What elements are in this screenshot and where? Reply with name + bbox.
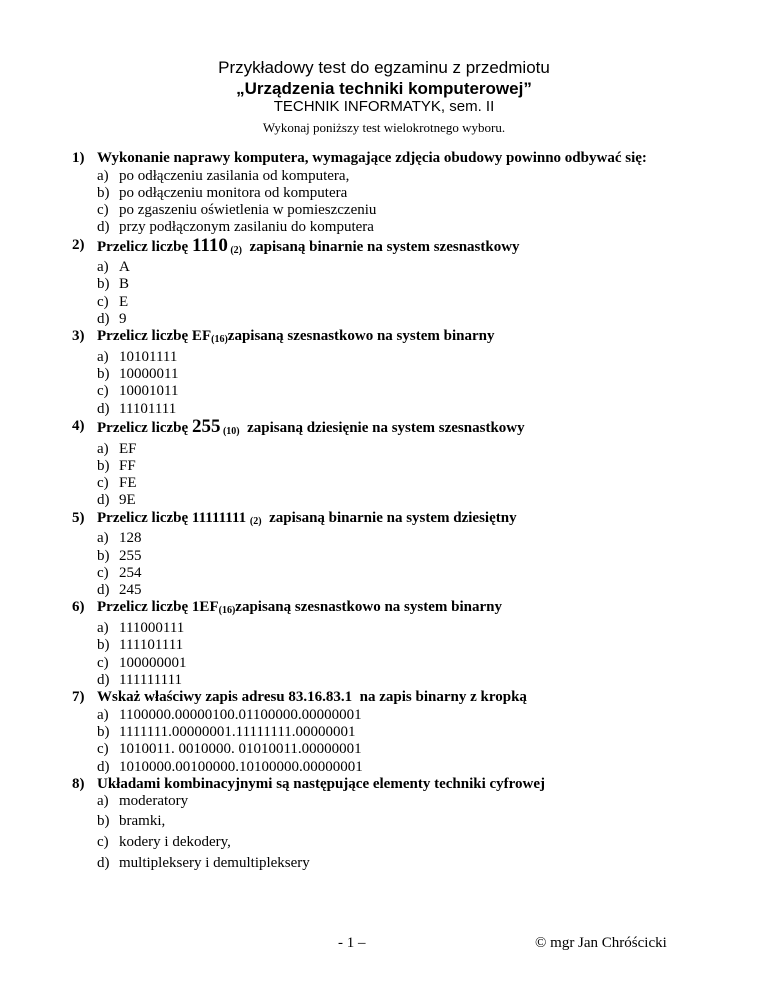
question-number-value: 1110 (191, 234, 228, 256)
option-letter: d) (97, 671, 110, 688)
option-text: multipleksery i demultipleksery (119, 854, 310, 871)
option-letter: c) (97, 833, 109, 850)
option-text: FE (119, 475, 137, 492)
question-number: 2) (72, 236, 85, 253)
question-4 (72, 418, 692, 510)
number-base: (10) (220, 426, 240, 438)
option-text: po odłączeniu monitora od komputera (119, 184, 348, 201)
question-text (97, 599, 692, 620)
option-text: 245 (119, 582, 142, 599)
question-number: 3) (72, 328, 85, 345)
option-letter: d) (97, 854, 110, 871)
answer-option (97, 565, 692, 582)
option-text: 111101111 (119, 637, 184, 654)
question-text-pre: Przelicz liczbę (97, 238, 192, 255)
question-6 (72, 599, 692, 689)
option-letter: a) (97, 793, 109, 810)
option-text: 255 (119, 547, 142, 564)
question-7 (72, 689, 692, 776)
answer-option (97, 530, 692, 547)
option-letter: a) (97, 619, 109, 636)
option-letter: c) (97, 475, 109, 492)
question-number: 4) (72, 418, 85, 435)
option-text: 10000011 (119, 366, 179, 383)
number-base: (16) (218, 605, 236, 617)
option-letter: c) (97, 293, 109, 310)
question-8 (72, 776, 692, 874)
option-text: 254 (119, 564, 142, 581)
option-text: B (119, 276, 130, 293)
option-letter: c) (97, 383, 109, 400)
question-text (97, 418, 692, 441)
question-text-pre: Przelicz liczbę EF (97, 328, 212, 345)
option-text: 10001011 (119, 383, 179, 400)
question-text (97, 328, 692, 349)
answer-option (97, 185, 692, 202)
option-letter: b) (97, 457, 110, 474)
question-text: Układami kombinacyjnymi są następujące elementy techniki cyfrowej (97, 775, 546, 792)
question-list (72, 150, 692, 874)
option-text: kodery i dekodery, (119, 833, 231, 850)
question-3 (72, 328, 692, 418)
option-letter: b) (97, 812, 110, 829)
option-letter: a) (97, 348, 109, 365)
question-text (97, 234, 692, 260)
number-base: (2) (227, 244, 243, 256)
answer-option (97, 492, 692, 509)
option-text: 1010000.00100000.10100000.00000001 (119, 758, 363, 775)
answer-option (97, 724, 692, 741)
question-number: 6) (72, 599, 85, 616)
question-text: Wykonanie naprawy komputera, wymagające zdjęcia obudowy powinno odbywać się: (97, 150, 647, 166)
header-instruction: Wykonaj poniższy test wielokrotnego wyboru. (262, 120, 506, 135)
answer-option (97, 311, 692, 328)
option-letter: d) (97, 758, 110, 775)
option-letter: d) (97, 492, 110, 509)
option-text: 111000111 (119, 619, 185, 636)
option-text: 1010011. 0010000. 01010011.00000001 (119, 741, 362, 758)
option-letter: c) (97, 202, 109, 219)
question-number: 5) (72, 509, 85, 526)
page-number: - 1 – (338, 935, 366, 951)
question-text-pre: Przelicz liczbę 11111111 (97, 509, 250, 526)
option-letter: c) (97, 654, 109, 671)
answer-option (97, 458, 692, 475)
option-text: po odłączeniu zasilania od komputera, (119, 167, 350, 184)
option-text: 10101111 (119, 348, 178, 365)
option-letter: d) (97, 582, 110, 599)
question-1 (72, 150, 692, 237)
option-text: 1100000.00000100.01100000.00000001 (119, 706, 362, 723)
option-letter: a) (97, 440, 109, 457)
answer-option (97, 637, 692, 654)
answer-option (97, 276, 692, 293)
option-letter: c) (97, 564, 109, 581)
question-text-post: zapisaną dziesięnie na system szesnastkowy (239, 420, 525, 437)
option-text: moderatory (119, 793, 189, 810)
answer-option (97, 401, 692, 418)
option-letter: a) (97, 167, 109, 184)
question-5 (72, 510, 692, 600)
author-credit: © mgr Jan Chróścicki (535, 935, 667, 951)
answer-option (97, 582, 692, 599)
question-number: 7) (72, 689, 85, 706)
answer-option (97, 548, 692, 565)
answer-option (97, 349, 692, 366)
question-text-pre: Przelicz liczbę (97, 420, 192, 437)
header-line-1: Przykładowy test do egzaminu z przedmiotu (218, 58, 550, 77)
option-letter: b) (97, 723, 110, 740)
answer-option (97, 672, 692, 689)
answer-option (97, 475, 692, 492)
question-text: Wskaż właściwy zapis adresu 83.16.83.1 na zapis binarny z kropką (97, 689, 527, 706)
question-number: 1) (72, 150, 85, 166)
question-text-pre: Przelicz liczbę 1EF (97, 599, 219, 616)
option-letter: b) (97, 637, 110, 654)
option-text: 100000001 (119, 654, 187, 671)
number-base: (16) (211, 334, 228, 346)
answer-option (97, 832, 692, 853)
option-letter: b) (97, 276, 110, 293)
option-text: 9 (119, 311, 127, 328)
answer-option (97, 655, 692, 672)
option-letter: b) (97, 366, 110, 383)
question-2 (72, 234, 692, 329)
question-text (97, 510, 692, 531)
answer-option (97, 202, 692, 219)
option-letter: c) (97, 741, 109, 758)
option-text: 11101111 (119, 400, 177, 417)
question-text-post: zapisaną binarnie na system szesnastkowy (242, 238, 520, 255)
option-letter: d) (97, 400, 110, 417)
option-text: 9E (119, 492, 136, 509)
option-text: 128 (119, 530, 142, 547)
answer-option (97, 219, 692, 236)
number-base: (2) (249, 515, 262, 527)
option-text: po zgaszeniu oświetlenia w pomieszczeniu (119, 202, 377, 219)
option-letter: d) (97, 219, 110, 236)
option-text: 111111111 (119, 671, 183, 688)
header-course: TECHNIK INFORMATYK, sem. II (273, 98, 495, 115)
answer-option (97, 811, 692, 832)
option-letter: a) (97, 530, 109, 547)
option-text: E (119, 293, 129, 310)
option-text: A (119, 259, 130, 276)
option-text: 1111111.00000001.11111111.00000001 (119, 723, 356, 740)
option-text: bramki, (119, 812, 166, 829)
answer-option (97, 383, 692, 400)
header-subject-title: „Urządzenia techniki komputerowej” (236, 79, 532, 98)
option-letter: b) (97, 184, 110, 201)
answer-option (97, 853, 692, 874)
question-number-value: 255 (191, 416, 221, 438)
option-letter: d) (97, 311, 110, 328)
question-text-post: zapisaną binarnie na system dziesiętny (261, 509, 517, 526)
option-letter: a) (97, 706, 109, 723)
answer-option (97, 441, 692, 458)
answer-option (97, 620, 692, 637)
option-letter: b) (97, 547, 110, 564)
option-text: przy podłączonym zasilaniu do komputera (119, 219, 374, 236)
question-number: 8) (72, 775, 85, 792)
answer-option (97, 294, 692, 311)
question-text-post: zapisaną szesnastkowo na system binarny (227, 328, 495, 345)
answer-option (97, 366, 692, 383)
answer-option (97, 759, 692, 776)
option-text: EF (119, 440, 137, 457)
option-letter: a) (97, 259, 109, 276)
answer-option (97, 259, 692, 276)
question-text-post: zapisaną szesnastkowo na system binarny (235, 599, 502, 616)
answer-option (97, 707, 692, 724)
option-text: FF (119, 457, 136, 474)
answer-option (97, 741, 692, 758)
answer-option (97, 168, 692, 185)
answer-option (97, 793, 692, 810)
